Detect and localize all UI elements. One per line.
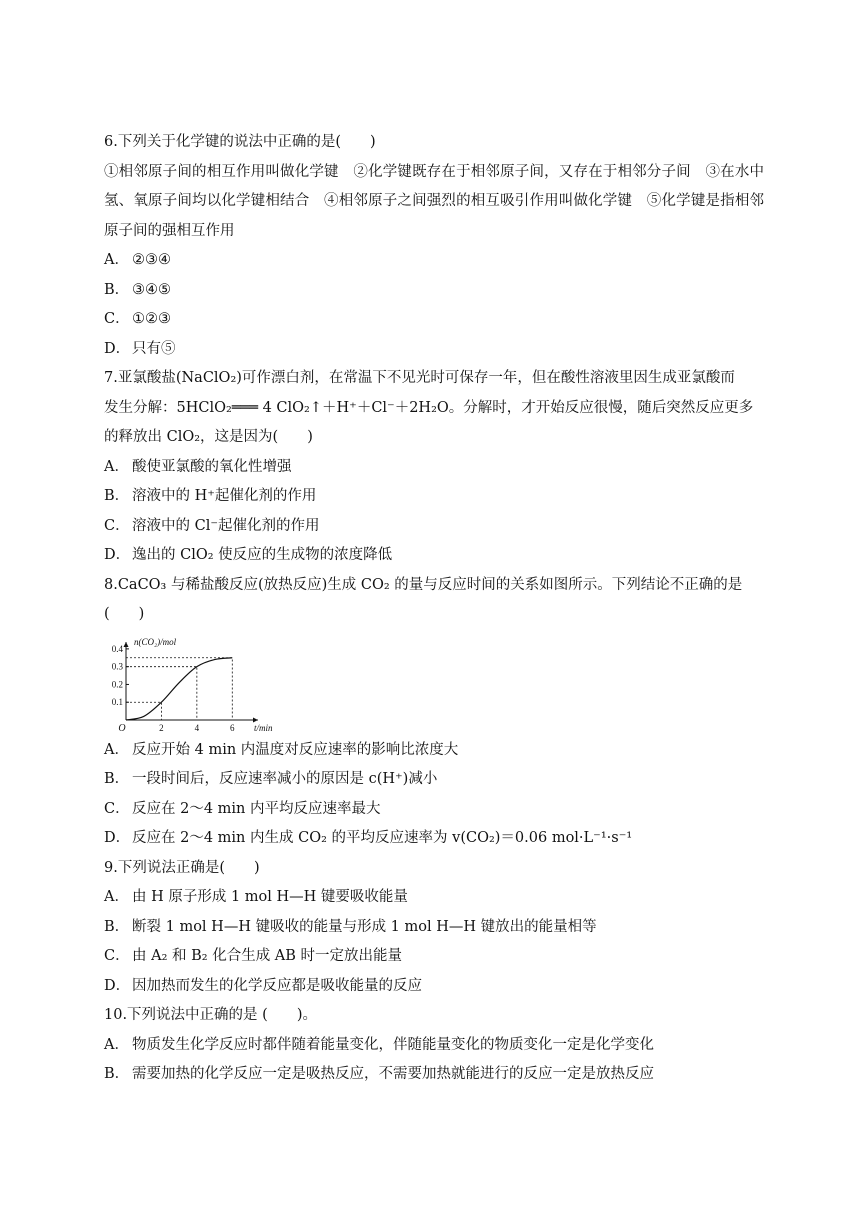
option-letter: C． — [104, 311, 130, 327]
option-c — [104, 795, 764, 825]
option-letter: B． — [104, 1066, 130, 1082]
guide-line — [126, 657, 232, 719]
option-a — [104, 883, 764, 913]
guide-line — [126, 702, 161, 720]
question-6 — [104, 128, 764, 364]
question-statements: ①相邻原子间的相互作用叫做化学键 ②化学键既存在于相邻原子间，又存在于相邻分子间 ③在水中氢、氧原子间均以化学键相结合 ④相邻原子之间强烈的相互吸引作用叫做化学键 ⑤化学键是指相邻原子间的强相互作用 — [104, 163, 764, 239]
option-letter: B． — [104, 488, 130, 504]
y-tick-label: 0.4 — [111, 643, 123, 654]
co2-chart-svg — [104, 634, 273, 734]
option-c — [104, 305, 764, 335]
question-stem-line: 的释放出 ClO₂，这是因为( ) — [104, 429, 313, 445]
option-letter: B． — [104, 771, 130, 787]
option-letter: A． — [104, 252, 129, 268]
x-tick-label: 4 — [194, 722, 200, 733]
option-b — [104, 276, 764, 306]
option-text: 由 H 原子形成 1 mol H—H 键要吸收能量 — [132, 889, 408, 905]
option-text: 酸使亚氯酸的氧化性增强 — [132, 458, 292, 475]
x-axis-arrow — [253, 717, 258, 722]
option-c — [104, 512, 764, 542]
x-tick-label: 6 — [230, 722, 235, 733]
option-d — [104, 335, 764, 365]
option-letter: A． — [104, 1036, 129, 1053]
option-text: 溶液中的 Cl⁻起催化剂的作用 — [132, 517, 320, 534]
option-letter: C． — [104, 517, 130, 534]
y-tick-label: 0.1 — [111, 696, 123, 707]
option-text: 因加热而发生的化学反应都是吸收能量的反应 — [132, 977, 422, 994]
option-d — [104, 824, 764, 854]
option-text: 一段时间后，反应速率减小的原因是 c(H⁺)减小 — [132, 771, 438, 787]
option-text: ②③④ — [132, 252, 171, 268]
option-b — [104, 765, 764, 795]
option-text: 需要加热的化学反应一定是吸热反应，不需要加热就能进行的反应一定是放热反应 — [132, 1066, 654, 1082]
option-d — [104, 541, 764, 571]
option-text: 反应开始 4 min 内温度对反应速率的影响比浓度大 — [132, 741, 459, 758]
x-axis-label: t/min — [254, 722, 273, 733]
option-a — [104, 736, 764, 766]
question-7 — [104, 364, 764, 571]
option-text: 反应在 2～4 min 内平均反应速率最大 — [132, 800, 381, 817]
option-b — [104, 1060, 764, 1090]
option-text: 由 A₂ 和 B₂ 化合生成 AB 时一定放出能量 — [132, 948, 403, 964]
option-letter: C． — [104, 948, 130, 964]
question-8 — [104, 571, 764, 854]
option-letter: D． — [104, 977, 131, 994]
option-text: 溶液中的 H⁺起催化剂的作用 — [132, 488, 317, 504]
question-stem: 6.下列关于化学键的说法中正确的是( ) — [104, 134, 376, 150]
option-d — [104, 972, 764, 1002]
option-text: 物质发生化学反应时都伴随着能量变化，伴随能量变化的物质变化一定是化学变化 — [132, 1036, 654, 1053]
question-stem-line: 发生分解：5HClO₂═══ 4 ClO₂↑＋H⁺＋Cl⁻＋2H₂O。分解时，才开始反应很慢，随后突然反应更多 — [104, 399, 754, 416]
question-stem-line: 8.CaCO₃ 与稀盐酸反应(放热反应)生成 CO₂ 的量与反应时间的关系如图所示。下列结论不正确的是 — [104, 576, 743, 593]
option-letter: B． — [104, 281, 130, 298]
option-a — [104, 246, 764, 276]
option-letter: A． — [104, 889, 129, 905]
option-letter: C． — [104, 800, 130, 817]
option-letter: A． — [104, 458, 129, 475]
option-a — [104, 1031, 764, 1061]
co2-curve — [126, 657, 232, 719]
option-letter: D． — [104, 547, 131, 563]
exam-page — [104, 128, 764, 1090]
option-text: 逸出的 ClO₂ 使反应的生成物的浓度降低 — [132, 547, 393, 563]
question-9 — [104, 854, 764, 1002]
question-stem-line: ( ) — [104, 606, 145, 622]
option-b — [104, 913, 764, 943]
option-letter: D． — [104, 830, 131, 846]
option-letter: D． — [104, 340, 131, 357]
x-tick-label: 2 — [159, 722, 164, 733]
question-10 — [104, 1001, 764, 1090]
option-a — [104, 453, 764, 483]
option-text: ①②③ — [132, 311, 171, 327]
option-text: 只有⑤ — [132, 340, 176, 357]
question-stem: 10.下列说法中正确的是 ( )。 — [104, 1007, 317, 1023]
option-letter: B． — [104, 918, 130, 935]
option-text: 断裂 1 mol H—H 键吸收的能量与形成 1 mol H—H 键放出的能量相等 — [132, 918, 597, 935]
origin-label: O — [118, 722, 126, 734]
co2-chart — [104, 634, 764, 734]
question-stem-line: 7.亚氯酸盐(NaClO₂)可作漂白剂，在常温下不见光时可保存一年，但在酸性溶液里因生成亚氯酸而 — [104, 370, 735, 386]
option-text: ③④⑤ — [132, 281, 171, 298]
option-text: 反应在 2～4 min 内生成 CO₂ 的平均反应速率为 v(CO₂)＝0.06 mol·L⁻¹·s⁻¹ — [132, 830, 633, 846]
y-axis-arrow — [124, 642, 129, 647]
y-tick-label: 0.2 — [111, 678, 123, 689]
y-tick-label: 0.3 — [111, 661, 123, 672]
question-stem: 9.下列说法正确是( ) — [104, 859, 260, 876]
option-letter: A． — [104, 741, 129, 758]
option-c — [104, 942, 764, 972]
option-b — [104, 482, 764, 512]
y-axis-label: n(CO₂)/mol — [134, 636, 177, 647]
